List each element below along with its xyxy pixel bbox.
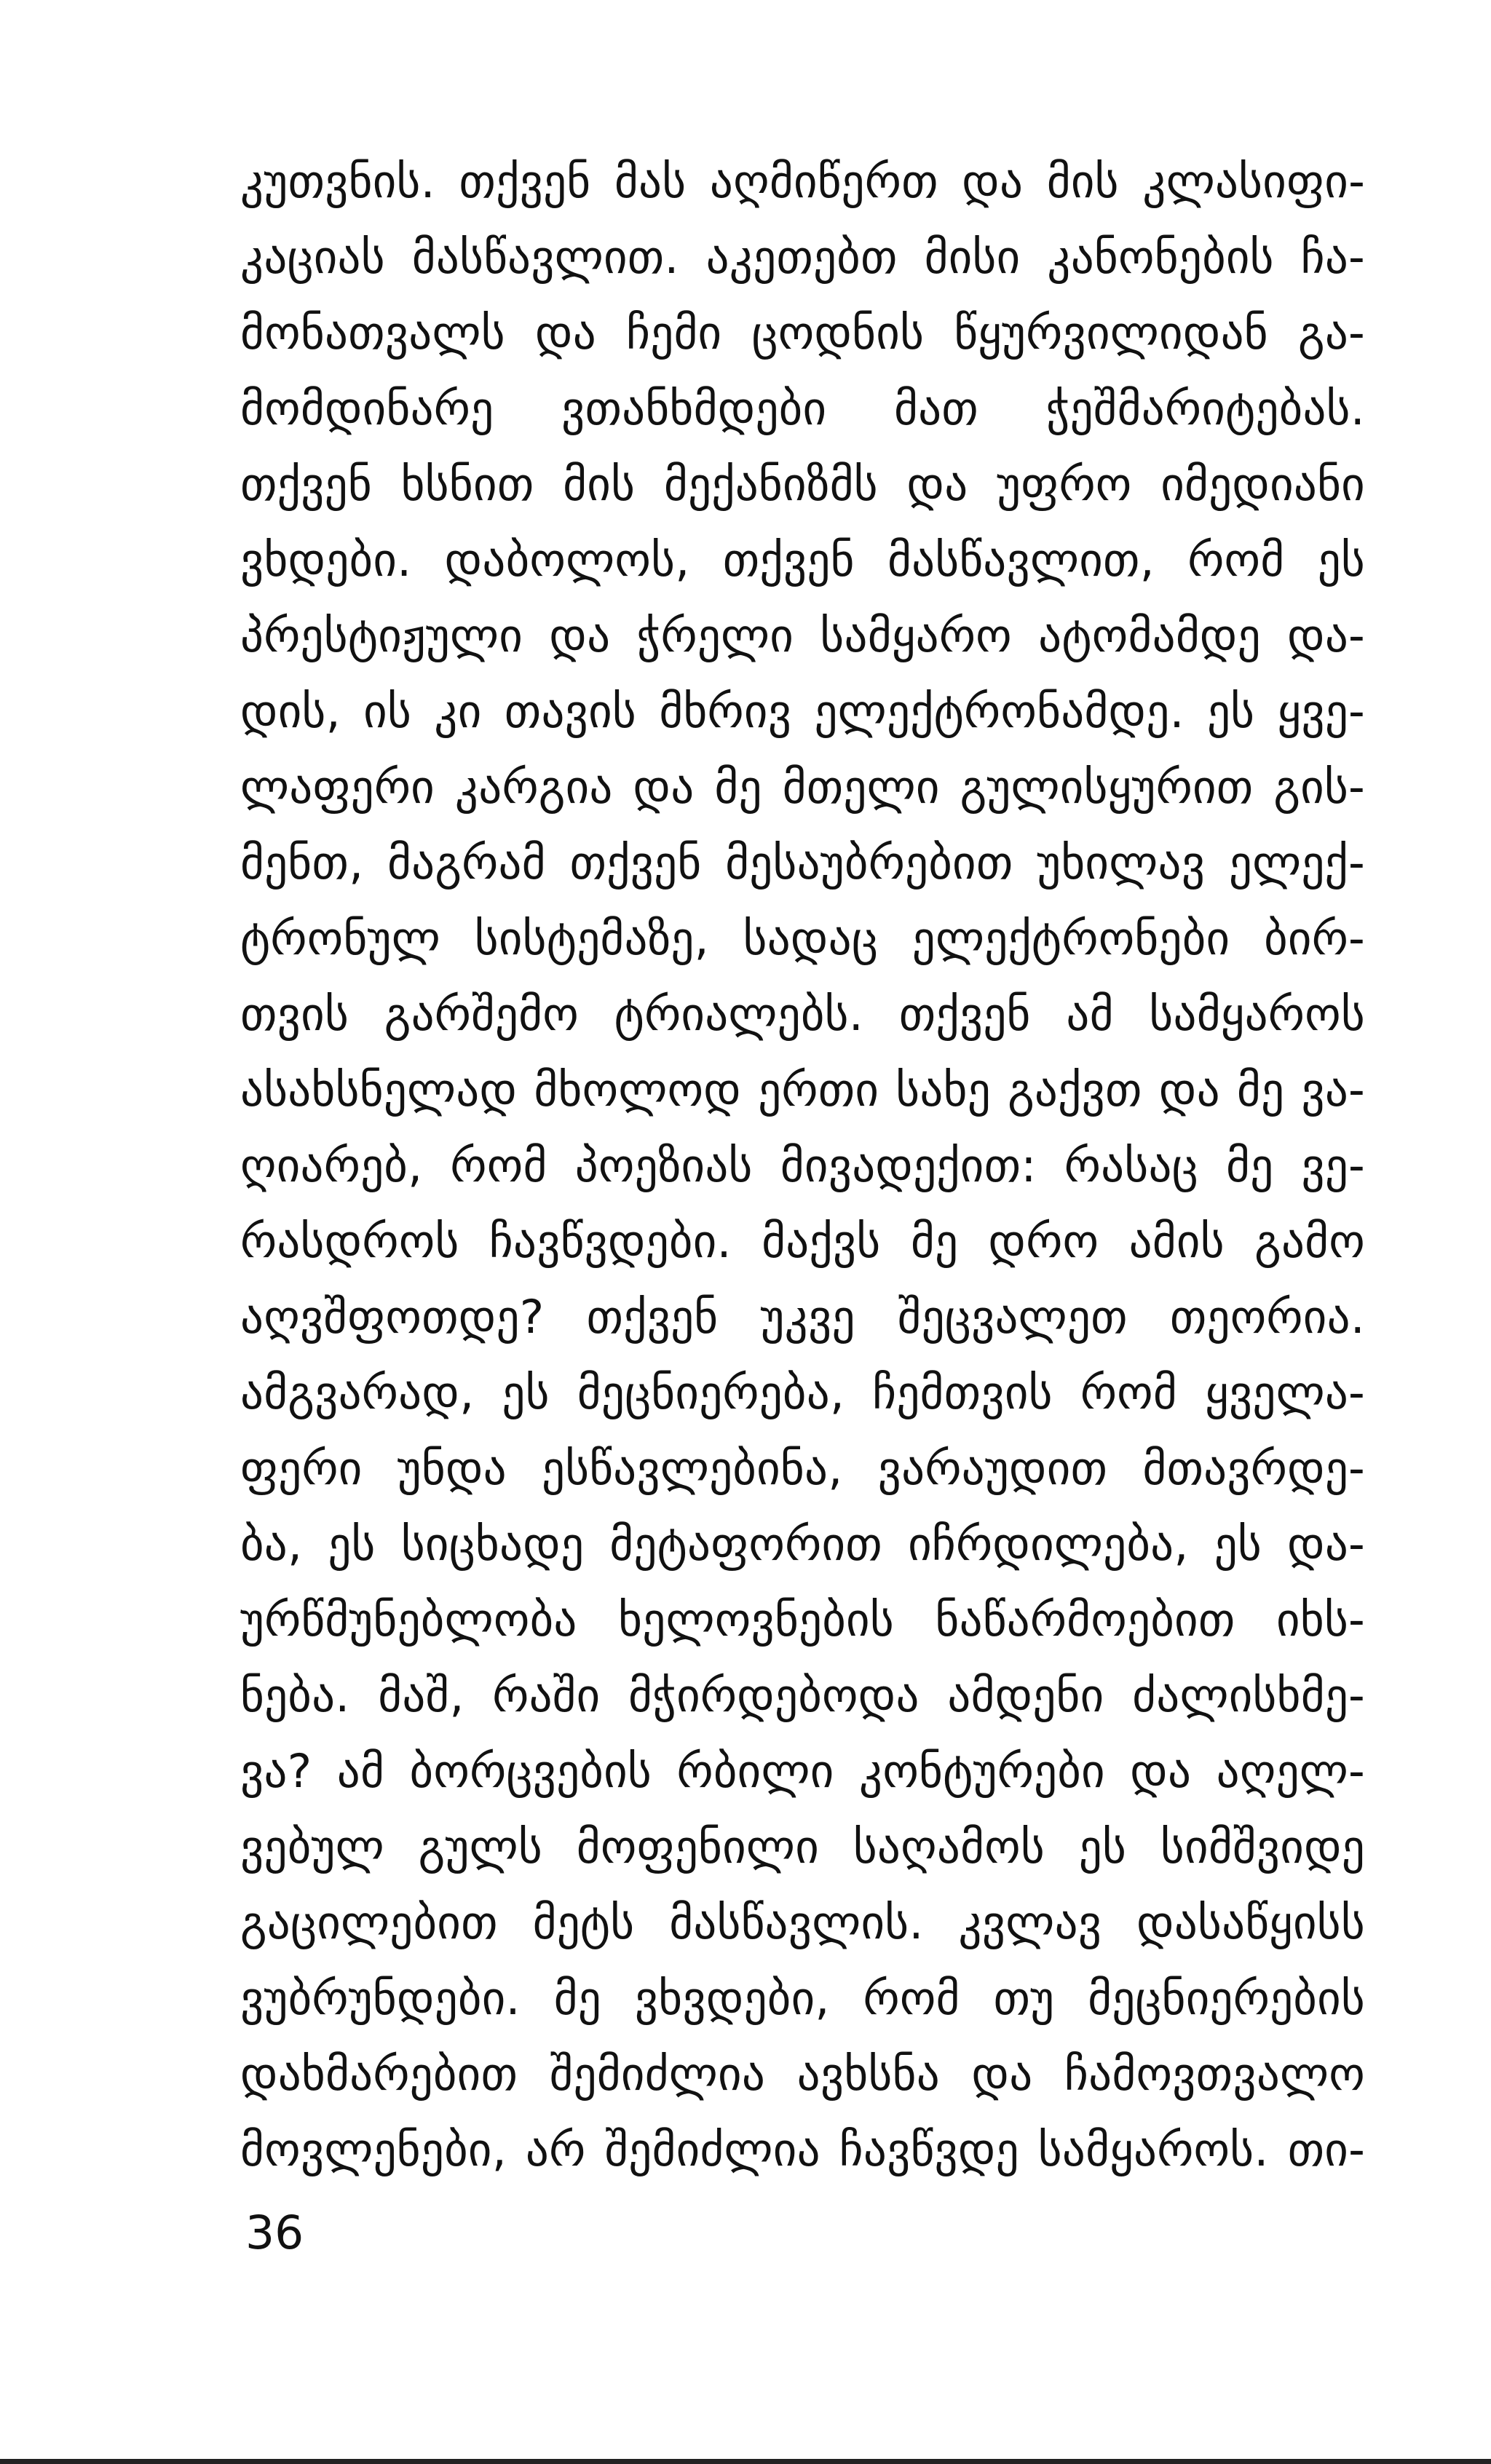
text-line: მომდინარე ვთანხმდები მათ ჭეშმარიტებას. (240, 382, 1365, 435)
text-line: ვა? ამ ბორცვების რბილი კონტურები და აღელ- (240, 1745, 1365, 1798)
text-line: თქვენ ხსნით მის მექანიზმს და უფრო იმედიანი (240, 458, 1365, 511)
text-line: ურწმუნებლობა ხელოვნების ნაწარმოებით იხს- (240, 1593, 1365, 1647)
text-line: დის, ის კი თავის მხრივ ელექტრონამდე. ეს ყვე- (240, 685, 1365, 738)
page-number: 36 (245, 2206, 304, 2259)
text-line: ვუბრუნდები. მე ვხვდები, რომ თუ მეცნიერების (240, 1972, 1365, 2025)
text-line: ვხდები. დაბოლოს, თქვენ მასწავლით, რომ ეს (240, 534, 1365, 587)
text-line: თვის გარშემო ტრიალებს. თქვენ ამ სამყაროს (240, 988, 1365, 1041)
text-line: ლაფერი კარგია და მე მთელი გულისყურით გის- (240, 761, 1365, 814)
text-line: გაცილებით მეტს მასწავლის. კვლავ დასაწყისს (240, 1896, 1365, 1949)
text-line: ამგვარად, ეს მეცნიერება, ჩემთვის რომ ყველა- (240, 1366, 1365, 1419)
text-line: კაციას მასწავლით. აკეთებთ მისი კანონების ჩა- (240, 231, 1365, 284)
text-line: მოვლენები, არ შემიძლია ჩავწვდე სამყაროს. თი- (240, 2123, 1365, 2176)
page-bottom-edge (0, 2459, 1491, 2464)
text-line: კუთვნის. თქვენ მას აღმიწერთ და მის კლასიფი- (240, 155, 1365, 208)
text-line: მენთ, მაგრამ თქვენ მესაუბრებით უხილავ ელექ- (240, 836, 1365, 890)
text-line: ასახსნელად მხოლოდ ერთი სახე გაქვთ და მე ვა- (240, 1063, 1365, 1117)
text-line: ფერი უნდა ესწავლებინა, ვარაუდით მთავრდე- (240, 1442, 1365, 1495)
text-line: დახმარებით შემიძლია ავხსნა და ჩამოვთვალო (240, 2048, 1365, 2101)
text-line: რასდროს ჩავწვდები. მაქვს მე დრო ამის გამო (240, 1215, 1365, 1268)
text-line: ნება. მაშ, რაში მჭირდებოდა ამდენი ძალისხმე- (240, 1669, 1365, 1722)
text-line: ტრონულ სისტემაზე, სადაც ელექტრონები ბირ- (240, 912, 1365, 965)
text-line: ბა, ეს სიცხადე მეტაფორით იჩრდილება, ეს და- (240, 1518, 1365, 1571)
text-line: მონათვალს და ჩემი ცოდნის წყურვილიდან გა- (240, 306, 1365, 360)
text-line: პრესტიჟული და ჭრელი სამყარო ატომამდე და- (240, 609, 1365, 662)
body-text (240, 144, 1365, 2188)
text-line: ღიარებ, რომ პოეზიას მივადექით: რასაც მე ვე- (240, 1139, 1365, 1192)
text-line: აღვშფოთდე? თქვენ უკვე შეცვალეთ თეორია. (240, 1291, 1365, 1344)
text-line: ვებულ გულს მოფენილი საღამოს ეს სიმშვიდე (240, 1821, 1365, 1874)
